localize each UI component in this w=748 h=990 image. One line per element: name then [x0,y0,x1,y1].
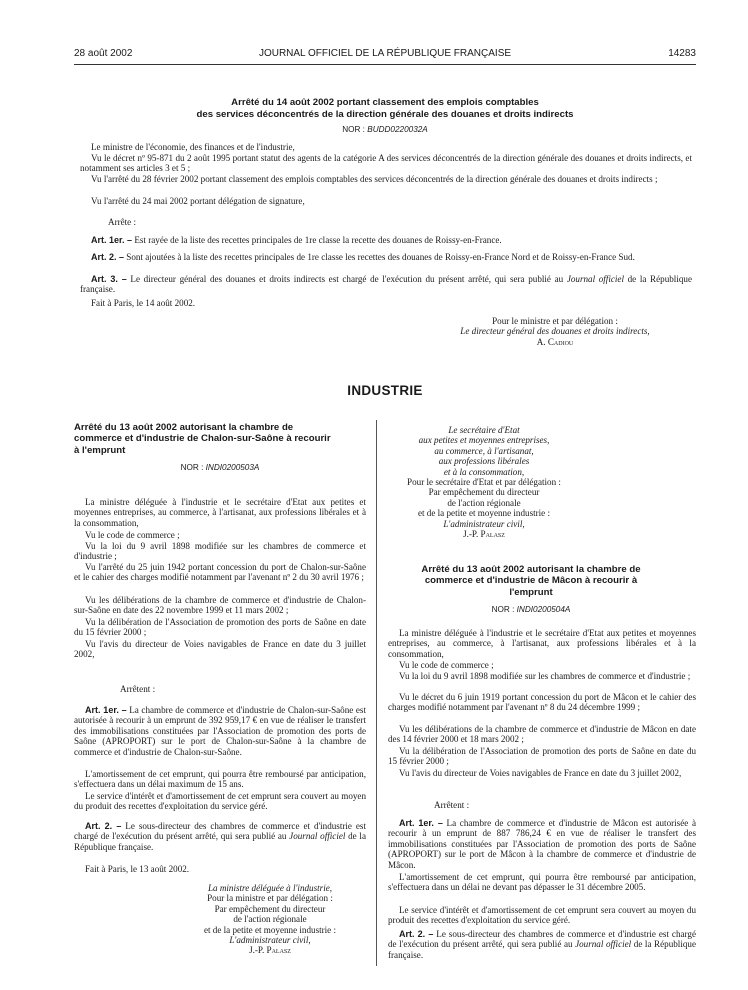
right-art2 [388,929,696,960]
column-divider [376,420,377,966]
left-title-line1: Arrêté du 13 août 2002 autorisant la chambre de [74,422,294,433]
right-title-line3: l'emprunt [509,586,553,598]
left-art2-text-b: de la République française. [74,831,366,852]
right-title-line2: commerce et d'industrie de Mâcon à recourir à [424,575,638,587]
art2-text: Sont ajoutées à la liste des recettes principales de 1re classe les recettes des douanes de Roissy-en-France Nord et de Roissy-en-France Sud. [126,252,635,262]
left-fait: Fait à Paris, le 13 août 2002. [85,864,190,874]
left-p9: Le service d'intérêt et d'amortissement de cet emprunt sera couvert au moyen du produit des recettes d'exploitation du service géré. [74,791,366,812]
left-arrete-title [74,422,366,456]
left-arretent: Arrêtent : [120,684,156,694]
left-sig-line6: L'administrateur civil, [229,935,311,946]
top-arrete-fait: Fait à Paris, le 14 août 2002. [91,298,196,308]
right-signature [384,425,584,539]
top-sig-name: A. Cadiou [536,336,574,347]
left-p4: Vu l'arrêté du 25 juin 1942 portant concession du port de Chalon-sur-Saône et le cahier des charges modifié notamment par l'avenant nº 2 du 30 avril 1976 ; [74,562,366,583]
top-arrete-art1 [80,235,692,245]
top-arrete-art2 [80,252,692,262]
section-title: INDUSTRIE [347,383,423,398]
top-arrete-title [80,97,690,121]
left-sig-line4: de l'action régionale [233,914,307,925]
right-p2: Vu le code de commerce ; [399,660,494,670]
left-art2 [74,821,366,852]
right-art2-journal: Journal officiel [575,939,632,950]
nor-code: BUDD0220032A [367,125,428,134]
right-title-line1: Arrêté du 13 août 2002 autorisant la chambre de [421,564,641,575]
left-p1: La ministre déléguée à l'industrie et le secrétaire d'Etat aux petites et moyennes entreprises, au commerce, à l'artisanat, aux professions libérales et à la consommation, [74,497,366,528]
left-sig-line2: Pour la ministre et par délégation : [207,893,333,904]
left-p8: L'amortissement de cet emprunt, qui pourra être remboursé par anticipation, s'effectuera dans un délai maximum de 15 ans. [74,769,366,790]
art1-label: Art. 1er. – [91,235,133,245]
right-arrete-nor [386,605,676,614]
right-p3: Vu la loi du 9 avril 1898 modifiée sur les chambres de commerce et d'industrie ; [399,671,691,681]
left-p3: Vu la loi du 9 avril 1898 modifiée sur les chambres de commerce et d'industrie ; [74,541,366,562]
left-art1-text: La chambre de commerce et d'industrie de Chalon-sur-Saône est autorisée à recourir à un emprunt de 392 959,17 € en vue de réaliser le transfert des immobilisations constituées par l'Association de promotion des ports de Saône (APROPORT) sur le port de Chalon-sur-Saône à la chambre de commerce et d'industrie de Chalon-sur-Saône. [74,705,366,757]
left-art1-label: Art. 1er. – [85,705,127,715]
left-p2: Vu le code de commerce ; [85,530,180,540]
left-p5: Vu les délibérations de la chambre de commerce et d'industrie de Chalon-sur-Saône en date des 22 novembre 1999 et 11 mars 2002 ; [74,595,366,616]
right-sig-line9: et de la petite et moyenne industrie : [417,508,551,519]
right-p1: La ministre déléguée à l'industrie et le secrétaire d'Etat aux petites et moyennes entreprises, au commerce, à l'artisanat, aux professions libérales et à la consommation, [388,628,696,659]
right-arretent: Arrêtent : [434,800,470,810]
right-sig-line6: Pour le secrétaire d'Etat et par délégation : [407,477,561,488]
top-arrete-art3 [80,274,692,295]
left-p6: Vu la délibération de l'Association de promotion des ports de Saône en date du 15 février 2000 ; [74,617,366,638]
header-date: 28 août 2002 [74,48,133,59]
left-title-line3: à l'emprunt [74,444,126,456]
header-page-number: 14283 [668,48,696,59]
top-arrete-title-line2: des services déconcentrés de la direction générale des douanes et droits indirects [196,109,574,120]
right-p9: Le service d'intérêt et d'amortissement de cet emprunt sera couvert au moyen du produit des recettes d'exploitation du service géré. [388,905,696,926]
right-art2-text-b: de la République française. [388,939,696,960]
right-sig-line7: Par empêchement du directeur [428,487,540,498]
nor-code: INDI0200503A [205,463,260,472]
art1-text: Est rayée de la liste des recettes principales de 1re classe la recette des douanes de Roissy-en-France. [134,235,502,245]
header-rule [74,64,696,65]
nor-label: NOR : [180,463,204,472]
right-p7: Vu l'avis du directeur de Voies navigables de France en date du 3 juillet 2002, [399,768,682,778]
right-sig-line2: aux petites et moyennes entreprises, [418,435,550,446]
top-arrete-nor [80,125,690,134]
top-sig-line2: Le directeur général des douanes et droits indirects, [460,326,650,337]
right-arrete-title [386,564,676,598]
right-art1 [388,818,696,870]
nor-code: INDI0200504A [516,605,571,614]
right-p4: Vu le décret du 6 juin 1919 portant concession du port de Mâcon et le cahier des charges modifié notamment par l'avenant nº 8 du 24 décembre 1999 ; [388,692,696,713]
right-art2-text-a: Le sous-directeur des chambres de commerce et d'industrie est chargé de l'exécution du présent arrêté, qui sera publié au [388,929,696,950]
left-signature [170,883,370,956]
right-art2-label: Art. 2. – [399,929,434,939]
art2-label: Art. 2. – [91,252,125,262]
left-p7: Vu l'avis du directeur de Voies navigables de France en date du 3 juillet 2002, [74,639,366,660]
left-sig-line5: et de la petite et moyenne industrie : [203,924,337,935]
left-sig-line1: La ministre déléguée à l'industrie, [207,883,333,893]
art3-label: Art. 3. – [91,274,127,284]
nor-label: NOR : [342,125,365,134]
top-arrete-arrete: Arrête : [108,217,137,227]
top-arrete-signature [420,316,690,347]
left-art2-text-a: Le sous-directeur des chambres de commerce et d'industrie est chargé de l'exécution du présent arrêté, qui sera publié au [74,821,366,842]
top-arrete-p1: Le ministre de l'économie, des finances et de l'industrie, [91,142,295,152]
right-sig-line5: et à la consommation, [443,466,525,477]
right-p5: Vu les délibérations de la chambre de commerce et d'industrie de Mâcon en date des 14 février 2000 et 18 mars 2002 ; [388,724,696,745]
left-title-line2: commerce et d'industrie de Chalon-sur-Saône à recourir [74,433,331,445]
art3-journal: Journal officiel [566,274,624,284]
left-sig-name: J.-P. Palasz [249,945,291,956]
nor-label: NOR : [491,605,515,614]
left-art2-label: Art. 2. – [85,821,122,831]
right-p6: Vu la délibération de l'Association de promotion des ports de Saône en date du 15 février 2000 ; [388,746,696,767]
art3-text-a: Le directeur général des douanes et droits indirects est chargé de l'exécution du présent arrêté, qui sera publié au [130,274,567,284]
left-art2-journal: Journal officiel [289,831,346,842]
right-sig-line8: de l'action régionale [447,497,521,508]
top-arrete-p4: Vu l'arrêté du 24 mai 2002 portant délégation de signature, [91,196,305,206]
header-journal-title: JOURNAL OFFICIEL DE LA RÉPUBLIQUE FRANÇAISE [258,48,512,59]
right-p8: L'amortissement de cet emprunt, qui pourra être remboursé par anticipation, s'effectuera dans un délai ne devant pas dépasser le 31 décembre 2005. [388,872,696,893]
left-art1 [74,705,366,757]
right-sig-name: J.-P. Palasz [463,529,505,540]
top-sig-line1: Pour le ministre et par délégation : [492,316,618,326]
right-art1-label: Art. 1er. – [399,818,443,828]
top-arrete-p3: Vu l'arrêté du 28 février 2002 portant classement des emplois comptables des services déconcentrés de la direction générale des douanes et droits indirects ; [91,174,658,184]
right-art1-text: La chambre de commerce et d'industrie de Mâcon est autorisée à recourir à un emprunt de 887 786,24 € en vue de réaliser le transfert des immobilisations constituées par l'Association de promotion des ports de Saône (APROPORT) sur le port de Mâcon à la chambre de commerce et d'industrie de Mâcon. [388,818,697,870]
right-sig-line3: au commerce, à l'artisanat, [434,445,534,456]
right-sig-line4: aux professions libérales [438,456,530,467]
right-sig-line10: L'administrateur civil, [443,518,525,529]
left-arrete-nor [74,463,366,472]
top-arrete-p2: Vu le décret nº 95-871 du 2 août 1995 portant statut des agents de la catégorie A des services déconcentrés de la direction générale des douanes et droits indirects, et notamment ses articles 3 et 5 ; [80,153,692,174]
left-sig-line3: Par empêchement du directeur [214,903,326,914]
art3-text-b: de la République française. [80,274,692,295]
right-sig-line1: Le secrétaire d'Etat [448,425,520,435]
top-arrete-title-line1: Arrêté du 14 août 2002 portant classement des emplois comptables [231,97,539,108]
